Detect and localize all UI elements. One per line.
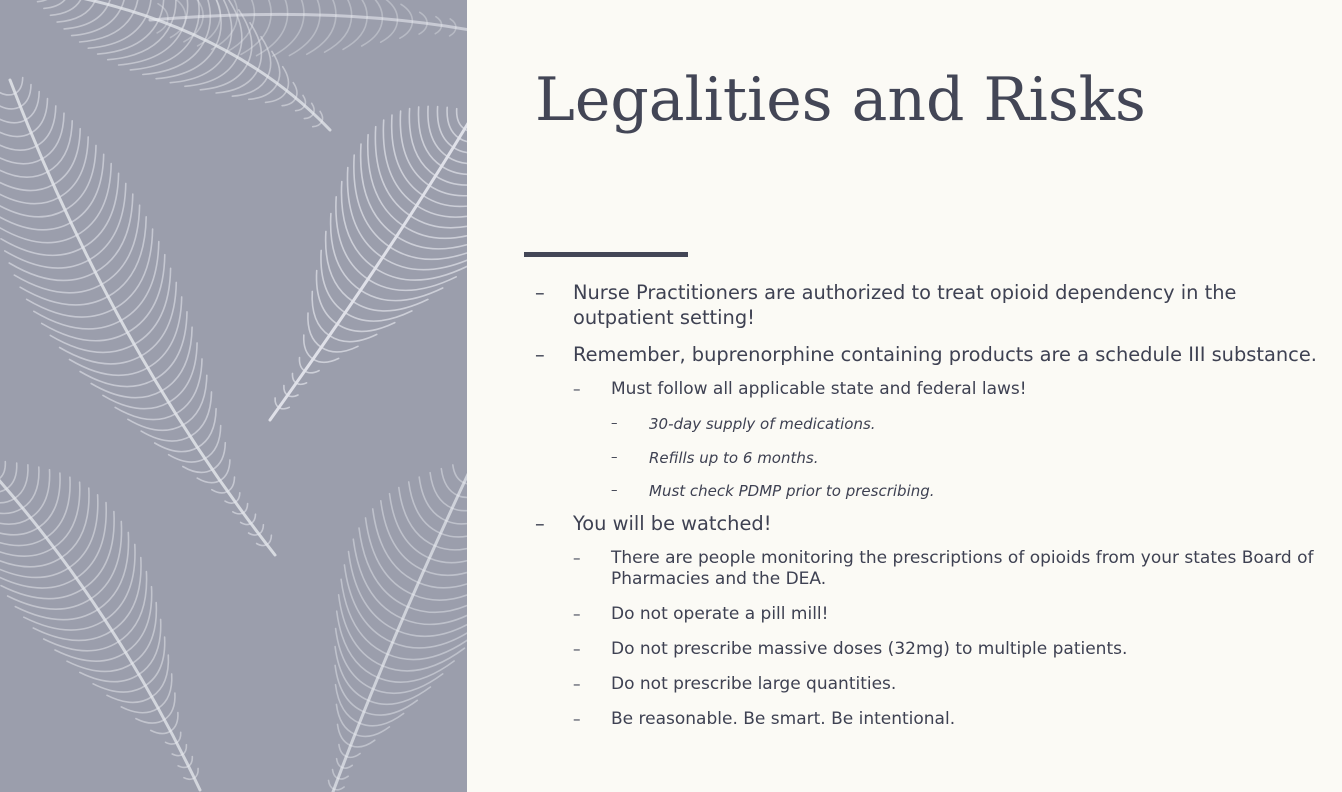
bullet-text: Do not prescribe large quantities. (611, 674, 897, 694)
sub-bullet-pill-mill (535, 604, 1320, 625)
bullet-dash: – (611, 449, 618, 465)
bullet-text: Nurse Practitioners are authorized to treat opioid dependency in the outpatient setting! (573, 281, 1237, 329)
bullet-dash: – (573, 380, 581, 398)
bullet-dash: – (573, 710, 581, 728)
feather-pattern-image (0, 0, 467, 792)
sub-bullet-be-reasonable (535, 709, 1320, 730)
sub-sub-bullet-pdmp (535, 481, 1320, 501)
bullet-np-authorized (535, 280, 1320, 330)
bullet-text: 30-day supply of medications. (649, 415, 876, 433)
bullet-text: Must follow all applicable state and federal laws! (611, 379, 1027, 399)
bullet-text: Do not prescribe massive doses (32mg) to multiple patients. (611, 639, 1128, 659)
bullet-dash: – (535, 512, 545, 535)
sub-bullet-large-quantities (535, 674, 1320, 695)
bullet-text: You will be watched! (573, 512, 772, 535)
decorative-feather-panel (0, 0, 467, 792)
sub-sub-bullet-30-day-supply (535, 414, 1320, 434)
bullet-dash: – (573, 675, 581, 693)
sub-bullet-follow-laws (535, 379, 1320, 400)
bullet-text: Be reasonable. Be smart. Be intentional. (611, 709, 956, 729)
bullet-text: Must check PDMP prior to prescribing. (649, 482, 935, 500)
bullet-text: There are people monitoring the prescriptions of opioids from your states Board of Pharmacies and the DEA. (611, 548, 1314, 589)
bullet-text: Do not operate a pill mill! (611, 604, 829, 624)
bullet-dash: – (611, 416, 618, 431)
bullet-text: Refills up to 6 months. (649, 448, 819, 467)
sub-bullet-massive-doses (535, 639, 1320, 660)
title-accent-bar (524, 252, 688, 257)
bullet-dash: – (573, 640, 581, 658)
bullet-dash: – (535, 343, 545, 366)
bullet-dash: – (573, 605, 581, 623)
bullet-text: Remember, buprenorphine containing products are a schedule III substance. (573, 343, 1317, 366)
bullet-dash: – (535, 281, 545, 304)
bullet-dash: – (573, 549, 581, 567)
bullet-schedule-iii (535, 342, 1320, 367)
sub-sub-bullet-refills (535, 448, 1320, 468)
bullet-dash: – (611, 483, 618, 498)
sub-bullet-monitoring (535, 548, 1320, 590)
slide-title: Legalities and Risks (535, 65, 1146, 135)
bullet-you-will-be-watched (535, 511, 1320, 536)
bullet-list (535, 280, 1320, 744)
